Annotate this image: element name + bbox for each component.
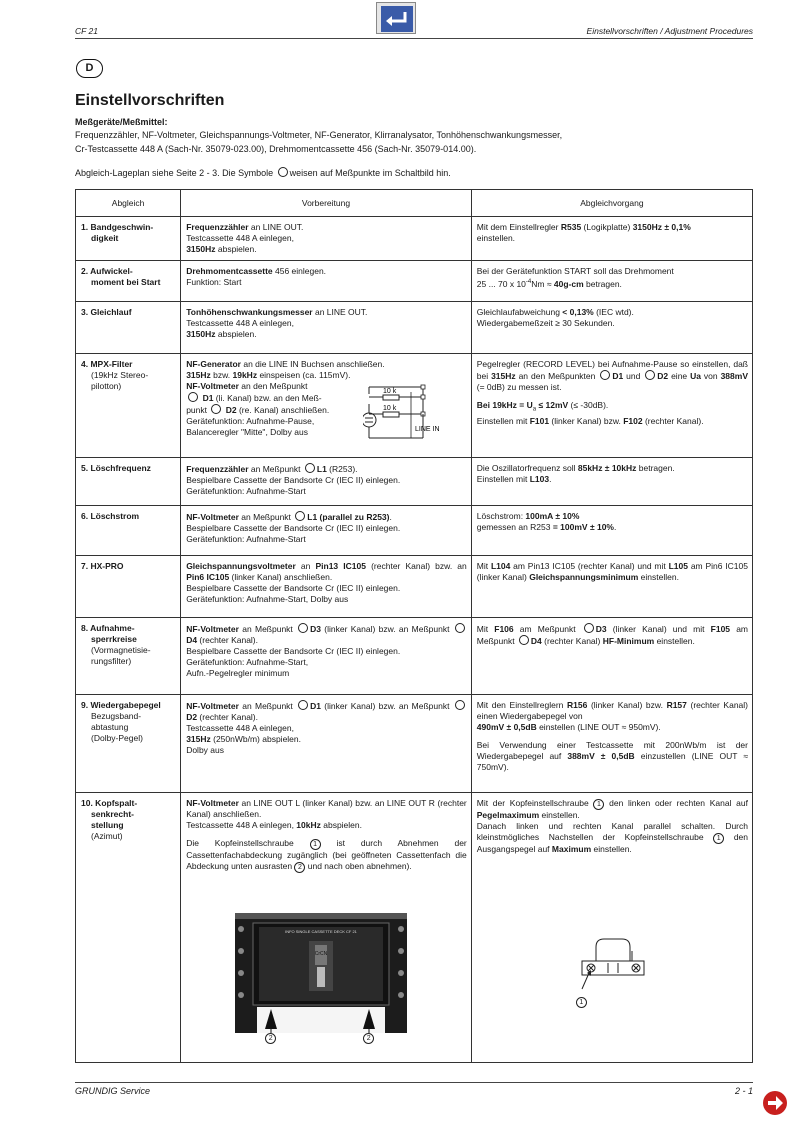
equipment-line-2: Cr-Testcassette 448 A (Sach-Nr. 35079-023.00), Drehmomentcassette 456 (Sach-Nr. 35079-014.00). xyxy=(75,144,477,154)
callout-1-icon: 1 xyxy=(593,799,604,810)
procedure-cell: Bei der Gerätefunktion START soll das Drehmoment 25 ... 70 x $10^{-4}Nm \approx 40g-cm$ betragen. xyxy=(471,261,752,302)
procedure-cell: Mit der Kopfeinstellschraube 1 den linken oder rechten Kanal auf Pegelmaximum einstellen. Danach linken und rechten Kanal parallel schalten. Durch kleinstmögliches Nachstellen der Kopfeinstellschraube 1 den Ausgangspegel auf Maximum einstellen. 1 xyxy=(471,793,752,1063)
procedure-cell: Mit F106 am Meßpunkt D3 (linker Kanal) und mit F105 am Meßpunkt D4 (rechter Kanal) HF-Minimum einstellen. xyxy=(471,618,752,695)
procedure-cell: Gleichlaufabweichung < 0,13% (IEC wtd). Wiedergabemeßzeit ≥ 30 Sekunden. xyxy=(471,302,752,354)
measuring-point-l1-icon xyxy=(295,511,305,521)
callout-1-icon: 1 xyxy=(713,833,724,844)
preparation-cell: Frequenzzähler an LINE OUT. Testcassette 448 A einlegen, 3150Hz abspielen. xyxy=(181,217,472,261)
adjustment-table xyxy=(75,189,753,1063)
table-row xyxy=(76,695,753,793)
row-label: 5. Löschfrequenz xyxy=(76,458,181,506)
footer-rule xyxy=(75,1082,753,1083)
callout-2b-icon: 2 xyxy=(363,1033,374,1044)
equipment-line-1: Frequenzzähler, NF-Voltmeter, Gleichspannungs-Voltmeter, NF-Generator, Klirranalysator, Tonhöhenschwankungsmesser, xyxy=(75,130,563,140)
equipment-heading: Meßgeräte/Meßmittel: xyxy=(75,117,168,127)
measuring-point-d2-icon xyxy=(645,370,655,380)
photo-label: INFO SINGLE CASSETTE DECK CF 21 xyxy=(285,929,358,934)
footer-brand: GRUNDIG Service xyxy=(75,1086,151,1096)
measuring-point-d3-icon xyxy=(298,623,308,633)
resistor-label-1: 10 k xyxy=(383,388,397,395)
row-label: 6. Löschstrom xyxy=(76,506,181,556)
row-label: 3. Gleichlauf xyxy=(76,302,181,354)
table-row xyxy=(76,793,753,1063)
header-abgleichvorgang: Abgleichvorgang xyxy=(471,190,752,217)
procedure-cell: Die Oszillatorfrequenz soll 85kHz ± 10kHz betragen. Einstellen mit L103. xyxy=(471,458,752,506)
preparation-cell: NF-Generator an die LINE IN Buchsen anschließen. 315Hz bzw. 19kHz einspeisen (ca. 115mV). NF-Voltmeter an den Meßpunkt D1 (li. Kanal) bzw. an den Meß- punkt D2 (re. Kanal) anschließen. Gerätefunktion: Aufnahme-Pause, Balanceregler "Mitte", Dolby aus 10 k 10 k LINE IN xyxy=(181,354,472,458)
preparation-cell: Gleichspannungsvoltmeter an Pin13 IC105 (rechter Kanal) bzw. an Pin6 IC105 (linker Kanal) anschließen. Bespielbare Cassette der Bandsorte Cr (IEC II) einlegen. Gerätefunktion: Aufnahme-Start, Dolby aus xyxy=(181,556,472,618)
measuring-point-d1-icon xyxy=(600,370,610,380)
measuring-point-l1-icon xyxy=(305,463,315,473)
measuring-point-d1-icon xyxy=(298,700,308,710)
measuring-point-d1-icon xyxy=(188,392,198,402)
header-rule xyxy=(75,38,753,39)
callout-1-icon: 1 xyxy=(310,839,321,850)
procedure-cell: Mit dem Einstellregler R535 (Logikplatte) 3150Hz ± 0,1% einstellen. xyxy=(471,217,752,261)
header-model: CF 21 xyxy=(75,26,98,36)
row-label: 8. Aufnahme- sperrkreise (Vormagnetisie- rungsfilter) xyxy=(76,618,181,695)
language-badge: D xyxy=(76,59,103,78)
callout-2-icon: 2 xyxy=(294,862,305,873)
callout-1-icon: 1 xyxy=(576,997,587,1008)
table-row xyxy=(76,354,753,458)
line-in-label: LINE IN xyxy=(415,426,440,433)
measuring-point-d4-icon xyxy=(455,623,465,633)
measuring-point-d3-icon xyxy=(584,623,594,633)
row-label: 7. HX-PRO xyxy=(76,556,181,618)
preparation-cell: Tonhöhenschwankungsmesser an LINE OUT. Testcassette 448 A einlegen, 3150Hz abspielen. xyxy=(181,302,472,354)
table-row xyxy=(76,506,753,556)
measuring-point-symbol-icon xyxy=(278,167,288,177)
row-label: 10. Kopfspalt- senkrecht- stellung (Azimut) xyxy=(76,793,181,1063)
callout-2a-icon: 2 xyxy=(265,1033,276,1044)
procedure-cell: Mit L104 am Pin13 IC105 (rechter Kanal) und mit L105 am Pin6 IC105 (linker Kanal) Gleichspannungsminimum einstellen. xyxy=(471,556,752,618)
preparation-cell: Frequenzzähler an Meßpunkt L1 (R253). Bespielbare Cassette der Bandsorte Cr (IEC II) einlegen. Gerätefunktion: Aufnahme-Start xyxy=(181,458,472,506)
procedure-cell: Pegelregler (RECORD LEVEL) bei Aufnahme-Pause so einstellen, daß bei 315Hz an den Meßpunkten D1 und D2 eine Ua von 388mV (= 0dB) zu messen ist. Bei $19kHz = U_a \le 12mV$ (≤ -30dB). Einstellen mit F101 (linker Kanal) bzw. F102 (rechter Kanal). xyxy=(471,354,752,458)
back-button[interactable] xyxy=(376,2,416,34)
procedure-cell: Mit den Einstellreglern R156 (linker Kanal) bzw. R157 (rechter Kanal) einen Wiedergabepegel von 490mV ± 0,5dB einstellen (LINE OUT ≈ 950mV). Bei Verwendung einer Testcassette mit 200nWb/m ist der Wiedergabepegel auf 388mV ± 0,5dB einzustellen (LINE OUT ≈ 750mV). xyxy=(471,695,752,793)
preparation-cell: Drehmomentcassette 456 einlegen. Funktion: Start xyxy=(181,261,472,302)
preparation-cell: NF-Voltmeter an LINE OUT L (linker Kanal) bzw. an LINE OUT R (rechter Kanal) anschließen. Testcassette 448 A einlegen, 10kHz abspielen. Die Kopfeinstellschraube 1 ist durch Abnehmen der Cassettenfachabdeckung zugänglich (bei geöffneten Cassettenfach die Abdeckung unten ausrasten 2 und nach oben abnehmen). INFO SINGLE CASSETTE DECK CF 21 CrCN 2 2 xyxy=(181,793,472,1063)
preparation-cell: NF-Voltmeter an Meßpunkt D1 (linker Kanal) bzw. an Meßpunkt D2 (rechter Kanal). Testcassette 448 A einlegen, 315Hz (250nWb/m) abspielen. Dolby aus xyxy=(181,695,472,793)
tape-head-diagram xyxy=(574,933,654,1003)
generator-schematic-icon xyxy=(363,382,453,442)
table-row xyxy=(76,302,753,354)
row-label: 1. Bandgeschwin- digkeit xyxy=(76,217,181,261)
return-arrow-icon xyxy=(381,6,413,32)
preparation-cell: NF-Voltmeter an Meßpunkt L1 (parallel zu R253). Bespielbare Cassette der Bandsorte Cr (IEC II) einlegen. Gerätefunktion: Aufnahme-Start xyxy=(181,506,472,556)
row-label: 2. Aufwickel- moment bei Start xyxy=(76,261,181,302)
intro-text: Abgleich-Lageplan siehe Seite 2 - 3. Die Symbole weisen auf Meßpunkte im Schaltbild hin. xyxy=(75,168,451,178)
page-number: 2 - 1 xyxy=(734,1086,753,1096)
table-row xyxy=(76,458,753,506)
measuring-point-d4-icon xyxy=(519,635,529,645)
header-vorbereitung: Vorbereitung xyxy=(181,190,472,217)
cassette-deck-photo xyxy=(235,913,407,1043)
resistor-label-2: 10 k xyxy=(383,405,397,412)
measuring-point-d2-icon xyxy=(455,700,465,710)
table-header-row xyxy=(76,190,753,217)
header-section-title: Einstellvorschriften / Adjustment Procedures xyxy=(586,26,753,36)
photo-window-label: CrCN xyxy=(314,951,328,957)
header-abgleich: Abgleich xyxy=(76,190,181,217)
table-row xyxy=(76,618,753,695)
row-label: 9. Wiedergabepegel Bezugsband- abtastung (Dolby-Pegel) xyxy=(76,695,181,793)
table-row xyxy=(76,217,753,261)
preparation-cell: NF-Voltmeter an Meßpunkt D3 (linker Kanal) bzw. an Meßpunkt D4 (rechter Kanal). Bespielbare Cassette der Bandsorte Cr (IEC II) einlegen. Gerätefunktion: Aufnahme-Start, Aufn.-Pegelregler minimum xyxy=(181,618,472,695)
table-row xyxy=(76,261,753,302)
row-label: 4. MPX-Filter (19kHz Stereo- pilotton) xyxy=(76,354,181,458)
page-title: Einstellvorschriften xyxy=(75,92,225,109)
table-row xyxy=(76,556,753,618)
measuring-point-d2-icon xyxy=(211,404,221,414)
procedure-cell: Löschstrom: 100mA ± 10% gemessen an R253 = 100mV ± 10%. xyxy=(471,506,752,556)
next-page-arrow-icon[interactable] xyxy=(762,1090,788,1116)
